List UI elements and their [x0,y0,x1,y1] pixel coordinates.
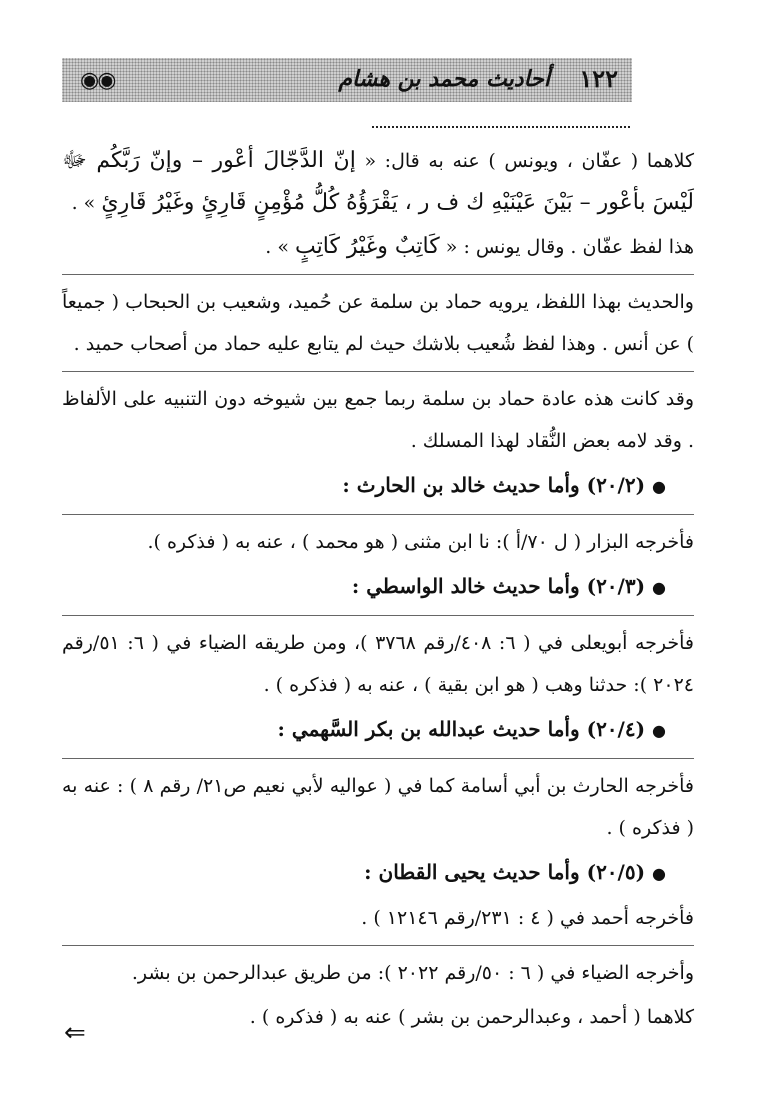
section-heading-text: (٢٠/٣) وأما حديث خالد الواسطي : [351,574,646,598]
divider [62,615,694,616]
paragraph-harith: فأخرجه الحارث بن أبي أسامة كما في ( عواليه لأبي نعيم ص٢١/ رقم ٨ ) : عنه به ( فذكره ) . [62,775,694,839]
paragraph-text: كلاهما ( عفّان ، ويونس ) عنه به قال: « [364,150,694,172]
hadith-quote: كَاتِبٌ وغَيْرُ كَاتِبٍ [295,234,440,259]
bullet-icon: ● [652,578,666,597]
paragraph-hadith-text [62,140,694,224]
bullet-icon: ● [652,864,666,883]
divider [62,945,694,946]
bullet-icon: ● [652,721,666,740]
section-heading-text: (٢٠/٥) وأما حديث يحيى القطان : [364,860,646,884]
paragraph-hammad-habit: وقد كانت هذه عادة حماد بن سلمة ربما جمع بين شيوخه دون التنبيه على الألفاظ . وقد لامه بعض النُّقاد لهذا المسلك . [62,388,694,452]
divider [62,514,694,515]
paragraph-ahmad: فأخرجه أحمد في ( ٤ : ٢٣١/رقم ١٢١٤٦ ) . [361,907,694,929]
paragraph-bazzar: فأخرجه البزار ( ل ٧٠/أ ): نا ابن مثنى ( هو محمد ) ، عنه به ( فذكره ). [147,531,694,553]
paragraph-both: كلاهما ( أحمد ، وعبدالرحمن بن بشر ) عنه به ( فذكره ) . [249,1006,694,1028]
running-header [62,58,632,102]
paragraph-hadith-wording: والحديث بهذا اللفظ، يرويه حماد بن سلمة عن حُميد، وشعيب بن الحبحاب ( جميعاً ) عن أنس . وهذا لفظ شُعيب بلاشك حيث لم يتابع عليه حماد من أصحاب حميد . [62,291,694,355]
section-heading [62,708,694,752]
running-title: أحاديث محمد بن هشام [338,66,550,92]
ornament-icon: ◉◉ [80,68,115,93]
paragraph-yunus-wording [62,226,694,268]
dotted-rule [372,126,630,128]
section-heading [62,851,694,895]
paragraph-text: » . [265,236,289,258]
hadith-quote: إنّ الدَّجّالَ أعْور – وإنّ رَبَّكُم ﷻ لَيْسَ بأعْور – بَيْنَ عَيْنَيْهِ ك ف ر ، يَقْرَؤُهُ كُلُّ مُؤْمِنٍ قَارِئٍ وغَيْرُ قَارِئٍ [62,148,694,215]
divider [62,371,694,372]
continue-arrow-icon: ⇐ [64,1018,86,1048]
bullet-icon: ● [652,477,666,496]
paragraph-abu-yala: فأخرجه أبويعلى في ( ٦: ٤٠٨/رقم ٣٧٦٨ )، ومن طريقه الضياء في ( ٦: ٥١/رقم ٢٠٢٤ ): حدثنا وهب ( هو ابن بقية ) ، عنه به ( فذكره ) . [62,632,695,696]
divider [62,758,694,759]
paragraph-text: هذا لفظ عفّان . وقال يونس : « [445,236,694,258]
paragraph-text: » . [71,192,96,214]
section-heading [62,464,694,508]
paragraph-diya: وأخرجه الضياء في ( ٦ : ٥٠/رقم ٢٠٢٢ ): من طريق عبدالرحمن بن بشر. [131,962,694,984]
page-body [62,140,694,1040]
section-heading-text: (٢٠/٤) وأما حديث عبدالله بن بكر السَّهمي : [277,717,646,741]
section-heading [62,565,694,609]
section-heading-text: (٢٠/٢) وأما حديث خالد بن الحارث : [342,473,646,497]
divider [62,274,694,275]
page-number: ١٢٢ [579,64,618,93]
